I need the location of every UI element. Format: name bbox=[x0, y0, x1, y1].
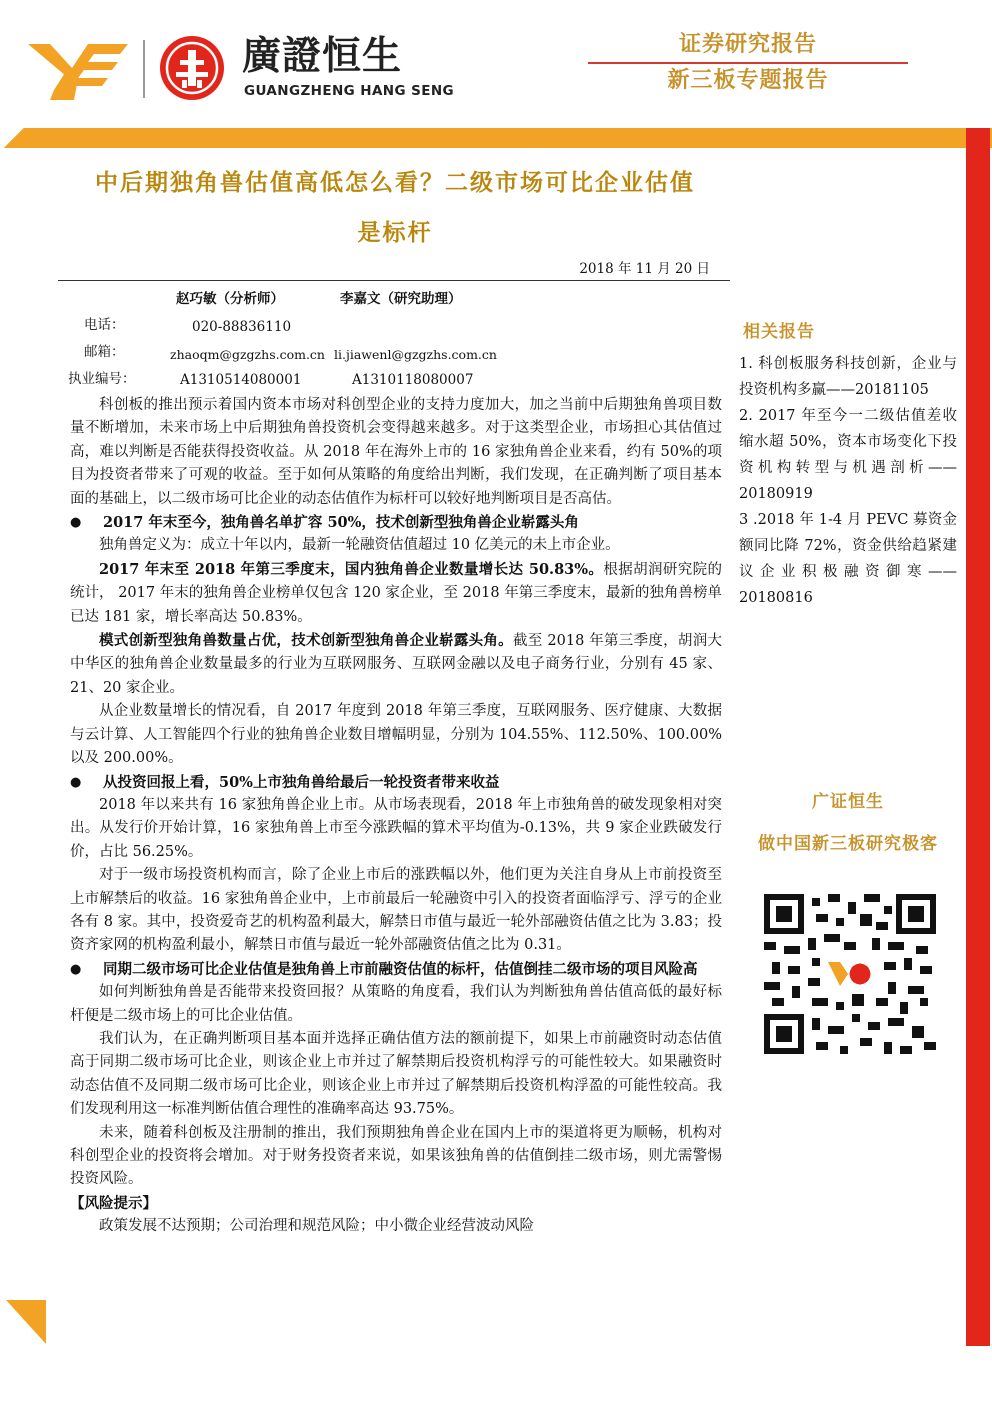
analyst-2-name: 李嘉文（研究助理） bbox=[340, 291, 462, 307]
analyst-1-license: A1310514080001 bbox=[180, 372, 302, 388]
paragraph-ipo-performance: 2018 年以来共有 16 家独角兽企业上市。从市场表现看，2018 年上市独角兽的破发现象相对突出。从发行价开始计算，16 家独角兽上市至今涨跌幅的算术平均值为-0.13%，共 9 家企业跌破发行价，占比 56.25%。 bbox=[70, 796, 722, 860]
related-report-item[interactable]: 3 .2018 年 1-4 月 PEVC 募资金额同比降 72%，资金供给趋紧建议企业积极融资御寒——20180816 bbox=[739, 512, 957, 606]
report-title-line2: 是标杆 bbox=[357, 220, 433, 246]
license-label: 执业编号： bbox=[68, 371, 136, 387]
qr-code-icon[interactable] bbox=[764, 894, 936, 1054]
paragraph-definition: 独角兽定义为：成立十年以内，最新一轮融资估值超过 10 亿美元的未上市企业。 bbox=[99, 537, 620, 554]
top-band bbox=[0, 128, 992, 148]
header-rule bbox=[588, 62, 908, 64]
related-report-item[interactable]: 1. 科创板服务科技创新，企业与投资机构多赢——20181105 bbox=[739, 356, 957, 398]
paragraph-method: 我们认为，在正确判断项目基本面并选择正确估值方法的额前提下，如果上市前融资时动态估值高于同期二级市场可比企业，则该企业上市并过了解禁期后投资机构浮亏的可能性较大。如果融资时动态估值不及同期二级市场可比企业，则该企业上市并过了解禁期后投资机构浮盈的可能性较高。我们发现利用这一标准判断估值合理性的准确率高达 93.75%。 bbox=[70, 1030, 722, 1118]
paragraph-growth bbox=[70, 558, 722, 629]
top-band-notch bbox=[0, 128, 28, 148]
paragraph-benchmark: 如何判断独角兽是否能带来投资回报？从策略的角度看，我们认为判断独角兽估值高低的最好标杆便是二级市场上的可比企业估值。 bbox=[70, 984, 722, 1024]
paragraph-model-innovation bbox=[70, 629, 722, 700]
related-report-item[interactable]: 2. 2017 年至今一二级估值差收缩水超 50%，资本市场变化下投资机构转型与机遇剖析——20180919 bbox=[739, 408, 957, 502]
paragraph-growth-text: 根据胡润研究院的统计， 2017 年末的独角兽企业榜单仅包含 120 家企业，至 2018 年第三季度末，最新的独角兽榜单已达 181 家，增长率高达 50.83%。 bbox=[70, 561, 722, 625]
report-body bbox=[70, 394, 722, 1239]
analyst-2-email: li.jiawenl@gzgzhs.com.cn bbox=[334, 347, 497, 362]
paragraph-industry-growth: 从企业数量增长的情况看，自 2017 年度到 2018 年第三季度，互联网服务、医疗健康、大数据与云计算、人工智能四个行业的独角兽企业数目增幅明显，分别为 104.55%、112.50%、100.00%以及 200.00%。 bbox=[70, 703, 722, 767]
bullet-heading-1: ● 2017 年末至今，独角兽名单扩容 50%，技术创新型独角兽企业崭露头角 bbox=[70, 511, 722, 534]
analyst-1-phone: 020-88836110 bbox=[192, 319, 292, 335]
paragraph-growth-lead: 2017 年末至 2018 年第三季度末，国内独角兽企业数量增长达 50.83%。 bbox=[99, 560, 604, 578]
analyst-1-email: zhaoqm@gzgzhs.com.cn bbox=[170, 347, 325, 362]
risk-heading: 【风险提示】 bbox=[70, 1194, 157, 1212]
report-title-line1: 中后期独角兽估值高低怎么看？二级市场可比企业估值 bbox=[95, 170, 695, 196]
bullet-heading-3: ● 同期二级市场可比企业估值是独角兽上市前融资估值的标杆，估值倒挂二级市场的项目风险高 bbox=[70, 958, 722, 981]
corner-triangle-icon bbox=[6, 1300, 46, 1344]
report-type: 证券研究报告 bbox=[678, 32, 817, 57]
paragraph-model-text: 截至 2018 年第三季度，胡润大中华区的独角兽企业数量最多的行业为互联网服务、互联网金融以及电子商务行业，分别有 45 家、21、20 家企业。 bbox=[70, 633, 723, 696]
report-date: 2018 年 11 月 20 日 bbox=[579, 261, 710, 277]
phone-label: 电话： bbox=[84, 317, 125, 333]
seal-logo-icon bbox=[158, 34, 226, 102]
sidebar-slogan: 做中国新三板研究极客 bbox=[758, 834, 938, 854]
email-label: 邮箱： bbox=[84, 344, 125, 360]
analyst-1-name: 赵巧敏（分析师） bbox=[176, 291, 284, 307]
risk-text: 政策发展不达预期；公司治理和规范风险；中小微企业经营波动风险 bbox=[99, 1218, 534, 1235]
ye-logo-icon bbox=[28, 38, 132, 100]
brand-name-en: GUANGZHENG HANG SENG bbox=[244, 83, 454, 99]
report-subtype: 新三板专题报告 bbox=[667, 68, 829, 93]
analyst-2-license: A1310118080007 bbox=[352, 372, 474, 388]
related-reports-list bbox=[739, 351, 957, 611]
paragraph-outlook: 未来，随着科创板及注册制的推出，我们预期独角兽企业在国内上市的渠道将更为顺畅，机构对科创型企业的投资将会增加。对于财务投资者来说，如果该独角兽的估值倒挂二级市场，则尤需警惕投资风险。 bbox=[70, 1124, 722, 1188]
bullet-heading-2: ● 从投资回报上看，50%上市独角兽给最后一轮投资者带来收益 bbox=[70, 771, 722, 794]
logo-divider bbox=[143, 40, 145, 98]
paragraph-investor-returns: 对于一级市场投资机构而言，除了企业上市后的涨跌幅以外，他们更为关注自身从上市前投资至上市解禁后的收益。16 家独角兽企业中，上市前最后一轮融资中引入的投资者面临浮亏、浮亏的企业各有 8 家。其中，投资爱奇艺的机构盈利最大，解禁日市值与最近一轮外部融资估值之比为 3.83；投资齐家网的机构盈利最小，解禁日市值与最近一轮外部融资估值之比为 0.31。 bbox=[70, 867, 722, 954]
title-rule bbox=[58, 280, 730, 281]
paragraph-model-lead: 模式创新型独角兽数量占优，技术创新型独角兽企业崭露头角。 bbox=[99, 632, 513, 650]
sidebar-brand: 广证恒生 bbox=[812, 792, 884, 812]
intro-paragraph: 科创板的推出预示着国内资本市场对科创型企业的支持力度加大，加之当前中后期独角兽项目数量不断增加，未来市场上中后期独角兽投资机会变得越来越多。对于这类型企业，市场担心其估值过高，难以判断是否能获得投资收益。从 2018 年在海外上市的 16 家独角兽企业来看，约有 50%的项目为投资者带来了可观的收益。至于如何从策略的角度给出判断，我们发现，在正确判断了项目基本面的基础上，以二级市场可比企业的动态估值作为标杆可以较好地判断项目是否高估。 bbox=[70, 397, 722, 507]
related-reports-title: 相关报告 bbox=[743, 322, 815, 342]
side-red-bar bbox=[966, 128, 990, 1346]
brand-name-cn: 廣證恒生 bbox=[242, 34, 403, 79]
